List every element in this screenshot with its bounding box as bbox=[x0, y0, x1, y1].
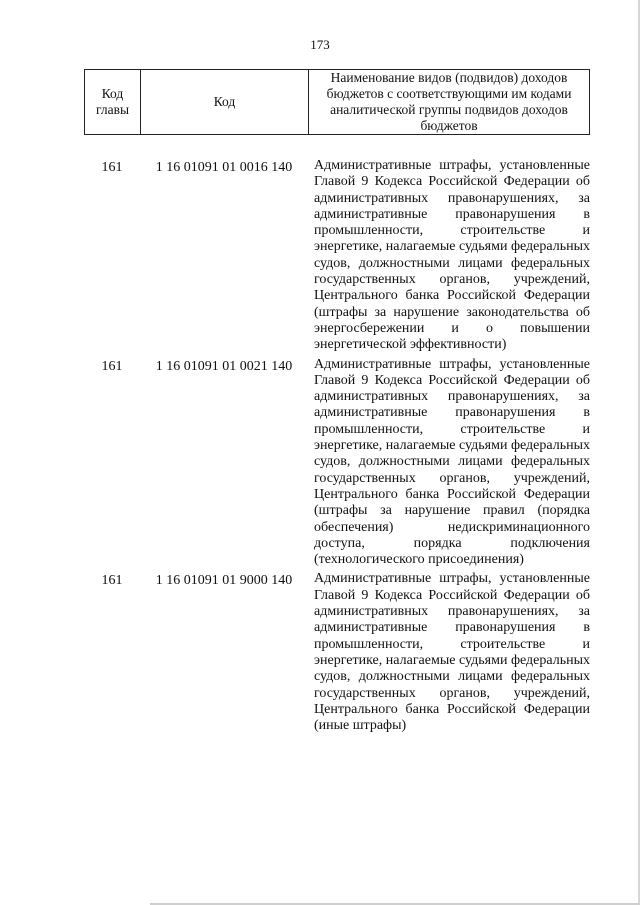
table-row bbox=[84, 357, 590, 569]
chapter-code-cell: 161 bbox=[101, 358, 123, 374]
revenue-name-cell: Административные штрафы, установленные Главой 9 Кодекса Российской Федерации об административных правонарушениях, за административные правонарушения в промышленности, строительстве и энергетике, налагаемые судьями федеральных судов, должностными лицами федеральных государственных органов, учреждений, Центрального банка Российской Федерации (иные штрафы) bbox=[314, 571, 590, 734]
header-revenue-name: Наименование видов (подвидов) доходов бюджетов с соответствующими им кодами аналитической группы подвидов доходов бюджетов bbox=[326, 70, 572, 133]
code-cell: 1 16 01091 01 0016 140 bbox=[155, 160, 293, 175]
chapter-code-cell: 161 bbox=[101, 573, 123, 589]
header-code: Код bbox=[141, 70, 309, 134]
table-header bbox=[84, 69, 590, 135]
code-cell: 1 16 01091 01 0021 140 bbox=[155, 358, 293, 374]
table-row bbox=[84, 158, 590, 354]
revenue-name-cell: Административные штрафы, установленные Главой 9 Кодекса Российской Федерации об административных правонарушениях, за административные правонарушения в промышленности, строительстве и энергетике, налагаемые судьями федеральных судов, должностными лицами федеральных государственных органов, учреждений, Центрального банка Российской Федерации (штрафы за нарушение правил (порядка обеспечения) недискриминационного доступа, порядка подключения (технологического присоединения) bbox=[314, 356, 590, 568]
revenue-name-cell: Административные штрафы, установленные Главой 9 Кодекса Российской Федерации об административных правонарушениях, за административные правонарушения в промышленности, строительстве и энергетике, налагаемые судьями федеральных судов, должностными лицами федеральных государственных органов, учреждений, Центрального банка Российской Федерации (штрафы за нарушение законодательства об энергосбережении и о повышении энергетической эффективности) bbox=[314, 158, 590, 353]
header-chapter-code: Код главы bbox=[85, 70, 141, 134]
table-body bbox=[84, 158, 590, 737]
page-number: 173 bbox=[310, 37, 330, 52]
table-row bbox=[84, 571, 590, 734]
code-cell: 1 16 01091 01 9000 140 bbox=[155, 573, 293, 589]
chapter-code-cell: 161 bbox=[101, 160, 123, 175]
